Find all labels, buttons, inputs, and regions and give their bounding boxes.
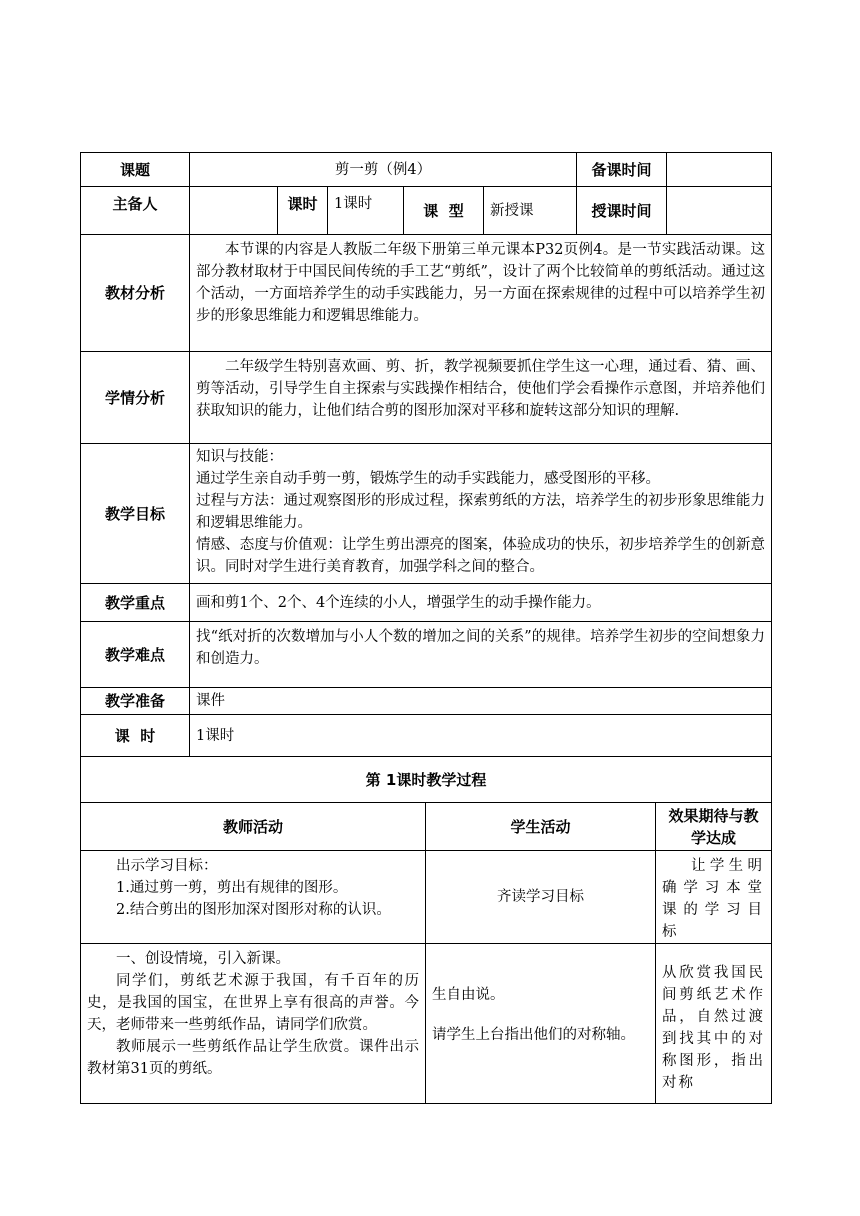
teacher-line: 出示学习目标： bbox=[116, 858, 218, 874]
teacher-line: 教师展示一些剪纸作品让学生欣赏。课件出示教材第31页的剪纸。 bbox=[87, 1039, 419, 1077]
goals-line: 知识与技能： bbox=[196, 449, 283, 465]
effect-text: 让学生明确学习本堂课的学习目标 bbox=[655, 851, 771, 943]
goals-line: 过程与方法：通过观察图形的形成过程，探索剪纸的方法，培养学生的初步形象思维能力和逻辑思维能力。 bbox=[196, 493, 765, 531]
prep-label: 教学准备 bbox=[104, 692, 165, 710]
col-student-header: 学生活动 bbox=[425, 803, 655, 850]
student-activity: 齐读学习目标 bbox=[425, 851, 655, 943]
teacher-line: 2.结合剪出的图形加深对图形对称的认识。 bbox=[116, 902, 391, 918]
hours-label: 课时 bbox=[277, 187, 327, 234]
preparer-label: 主备人 bbox=[112, 195, 158, 213]
teach-time-value bbox=[666, 187, 771, 234]
teacher-activity bbox=[81, 851, 425, 943]
student-activity bbox=[425, 944, 655, 1103]
topic-value: 剪一剪（例4） bbox=[189, 153, 576, 186]
type-label: 课 型 bbox=[403, 187, 483, 234]
students-row bbox=[81, 351, 771, 443]
process-title: 第 1课时教学过程 bbox=[365, 770, 487, 789]
period-text: 1课时 bbox=[189, 715, 771, 756]
preparer-row bbox=[81, 186, 771, 234]
material-text: 本节课的内容是人教版二年级下册第三单元课本P32页例4。是一节实践活动课。这部分教材取材于中国民间传统的手工艺“剪纸”，设计了两个比较简单的剪纸活动。通过这个活动，一方面培养学生的动手实践能力，另一方面在探索规律的过程中可以培养学生初步的形象思维能力和逻辑思维能力。 bbox=[189, 235, 771, 351]
effect-text: 从欣赏我国民间剪纸艺术作品，自然过渡到找其中的对称图形，指出对称 bbox=[655, 944, 771, 1103]
process-title-row bbox=[81, 756, 771, 802]
students-label: 学情分析 bbox=[104, 388, 165, 407]
difficulty-row bbox=[81, 621, 771, 687]
difficulty-text: 找“纸对折的次数增加与小人个数的增加之间的关系”的规律。培养学生初步的空间想象力和创造力。 bbox=[189, 622, 771, 687]
difficulty-label: 教学难点 bbox=[104, 645, 165, 664]
teacher-line: 同学们，剪纸艺术源于我国，有千百年的历史，是我国的国宝，在世界上享有很高的声誉。今天，老师带来一些剪纸作品，请同学们欣赏。 bbox=[87, 973, 419, 1033]
goals-text bbox=[189, 444, 771, 583]
col-teacher-header: 教师活动 bbox=[222, 817, 283, 836]
process-row-intro bbox=[81, 943, 771, 1103]
goals-line: 情感、态度与价值观：让学生剪出漂亮的图案，体验成功的快乐，初步培养学生的创新意识。同时对学生进行美育教育，加强学科之间的整合。 bbox=[196, 537, 765, 575]
period-label: 课 时 bbox=[114, 726, 156, 745]
type-value: 新授课 bbox=[483, 187, 576, 234]
teacher-activity bbox=[81, 944, 425, 1103]
teacher-line: 1.通过剪一剪，剪出有规律的图形。 bbox=[116, 880, 348, 896]
process-header-row bbox=[81, 802, 771, 850]
prep-text: 课件 bbox=[189, 688, 771, 714]
key-label: 教学重点 bbox=[104, 593, 165, 612]
col-effect-header: 效果期待与教学达成 bbox=[655, 803, 771, 850]
lesson-plan-table bbox=[80, 152, 772, 1104]
prep-row bbox=[81, 687, 771, 714]
material-row bbox=[81, 234, 771, 351]
goals-line: 通过学生亲自动手剪一剪，锻炼学生的动手实践能力，感受图形的平移。 bbox=[196, 471, 660, 487]
key-text: 画和剪1个、2个、4个连续的小人，增强学生的动手操作能力。 bbox=[189, 584, 771, 621]
teach-time-label: 授课时间 bbox=[576, 187, 666, 234]
topic-row bbox=[81, 153, 771, 186]
period-row bbox=[81, 714, 771, 756]
material-label: 教材分析 bbox=[104, 284, 165, 302]
prep-time-value bbox=[666, 153, 771, 186]
teacher-line: 一、创设情境，引入新课。 bbox=[116, 951, 290, 967]
hours-value: 1课时 bbox=[327, 187, 403, 234]
student-line: 生自由说。 bbox=[432, 987, 505, 1003]
process-row-goals bbox=[81, 850, 771, 943]
lesson-plan-page bbox=[80, 152, 772, 1104]
goals-label: 教学目标 bbox=[104, 504, 165, 523]
topic-label: 课题 bbox=[119, 160, 150, 179]
key-row bbox=[81, 583, 771, 621]
goals-row bbox=[81, 443, 771, 583]
student-line: 请学生上台指出他们的对称轴。 bbox=[432, 1027, 635, 1043]
preparer-value bbox=[189, 187, 277, 234]
students-text: 二年级学生特别喜欢画、剪、折，教学视频要抓住学生这一心理，通过看、猜、画、剪等活动，引导学生自主探索与实践操作相结合，使他们学会看操作示意图，并培养他们获取知识的能力，让他们结合剪的图形加深对平移和旋转这部分知识的理解. bbox=[189, 352, 771, 443]
prep-time-label: 备课时间 bbox=[576, 153, 666, 186]
